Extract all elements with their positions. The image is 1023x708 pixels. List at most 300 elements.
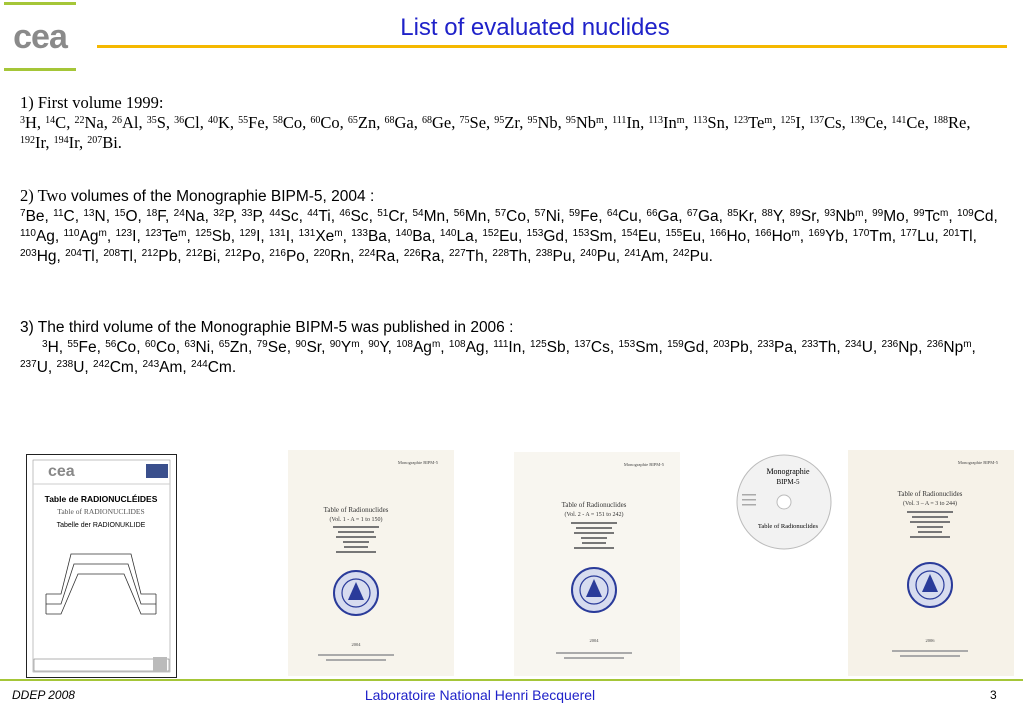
nuclide [241, 208, 260, 225]
nuclide [145, 339, 176, 356]
nuclide [494, 113, 519, 132]
nuclide [574, 339, 610, 356]
mass-number: 24 [173, 208, 185, 219]
mass-number: 108 [448, 339, 466, 350]
element-symbol: Mn [464, 208, 487, 225]
mass-number: 204 [65, 248, 82, 259]
mass-number: 236 [881, 339, 899, 350]
nuclide [646, 208, 678, 225]
element-symbol: F [157, 208, 166, 225]
nuclide [780, 113, 801, 132]
mass-number: 140 [439, 228, 457, 239]
section-third-volume [20, 318, 1005, 378]
nuclide [527, 113, 557, 132]
mass-number: 236 [926, 339, 944, 350]
vol1-series: Monographie BIPM-5 [397, 460, 438, 465]
nuclide [208, 113, 230, 132]
element-symbol: Tl [120, 248, 133, 265]
element-symbol: Ce [864, 113, 884, 132]
mass-number: 79 [256, 339, 268, 350]
mass-number: 44 [269, 208, 281, 219]
nuclide [295, 339, 321, 356]
mass-number: 65 [218, 339, 230, 350]
mass-number: 111 [493, 339, 509, 350]
element-symbol: Co [155, 339, 176, 356]
element-symbol: I [795, 113, 801, 132]
mass-number: 192 [20, 135, 35, 146]
mass-number: 46 [339, 208, 351, 219]
element-symbol: Cl [184, 113, 200, 132]
nuclide [621, 228, 657, 245]
vol2-year: 2004 [589, 638, 599, 643]
mass-number: 60 [310, 115, 321, 126]
nuclide [20, 248, 57, 265]
mass-number: 15 [114, 208, 126, 219]
element-symbol: Ag [79, 228, 99, 245]
mass-number: 212 [185, 248, 203, 259]
element-symbol: Cu [617, 208, 638, 225]
element-symbol: La [456, 228, 474, 245]
element-symbol: P [252, 208, 261, 225]
element-symbol: S [156, 113, 166, 132]
mass-number: 44 [307, 208, 319, 219]
element-symbol: Po [285, 248, 305, 265]
element-symbol: Ho [726, 228, 747, 245]
nuclide [142, 359, 182, 376]
metastable-flag: m [351, 339, 360, 350]
element-symbol: Cm [109, 359, 134, 376]
nuclide [802, 339, 837, 356]
element-symbol: Am [641, 248, 665, 265]
nuclide [624, 248, 664, 265]
mass-number: 57 [495, 208, 507, 219]
mass-number: 212 [225, 248, 242, 259]
mass-number: 95 [565, 115, 576, 126]
element-symbol: C [55, 113, 67, 132]
cea-logo [3, 4, 78, 70]
nuclide [310, 113, 339, 132]
mass-number: 129 [239, 228, 257, 239]
nuclide [845, 339, 873, 356]
nuclide [927, 339, 972, 356]
nuclide [850, 113, 883, 132]
nuclide [713, 339, 749, 356]
nuclide [239, 228, 260, 245]
metastable-flag: m [676, 115, 685, 126]
mass-number: 68 [422, 115, 433, 126]
mass-number: 216 [269, 248, 286, 259]
element-symbol: Ir [35, 133, 46, 152]
mass-number: 3 [20, 115, 25, 126]
bipm-seal [334, 571, 378, 615]
mass-number: 123 [733, 115, 749, 126]
nuclide [93, 359, 134, 376]
mass-number: 18 [146, 208, 158, 219]
mass-number: 67 [686, 208, 698, 219]
mass-number: 111 [612, 115, 627, 126]
vol2-title: Table of Radionuclides [561, 501, 627, 509]
nuclide [460, 113, 487, 132]
element-symbol: Sn [707, 113, 725, 132]
nuclide [569, 208, 598, 225]
nuclide [527, 228, 564, 245]
element-symbol: U [861, 339, 873, 356]
mass-number: 7 [20, 208, 26, 219]
mass-number: 154 [621, 228, 638, 239]
nuclide [238, 113, 265, 132]
mass-number: 155 [665, 228, 683, 239]
element-symbol: Ir [68, 133, 79, 152]
element-symbol: Hg [36, 248, 57, 265]
section2-heading-number: 2) Two [20, 186, 67, 205]
mass-number: 137 [809, 115, 825, 126]
element-symbol: U [36, 359, 48, 376]
mass-number: 203 [713, 339, 730, 350]
mass-number: 169 [808, 228, 826, 239]
element-symbol: Tc [924, 208, 941, 225]
nuclide [273, 113, 302, 132]
nuclide [667, 339, 704, 356]
mass-number: 141 [891, 115, 907, 126]
mass-number: 55 [67, 339, 79, 350]
volume-2-cover [514, 452, 680, 676]
bipm-seal [908, 563, 952, 607]
element-symbol: Pa [774, 339, 793, 356]
nuclide [757, 339, 793, 356]
cd-label-bipm: BIPM-5 [776, 478, 800, 486]
element-symbol: Rn [330, 248, 351, 265]
vol2-series: Monographie BIPM-5 [623, 462, 664, 467]
nuclide [808, 228, 844, 245]
nuclide [74, 113, 103, 132]
nuclide [957, 208, 994, 225]
element-symbol: In [626, 113, 641, 132]
mass-number: 113 [648, 115, 663, 126]
nuclide [385, 113, 414, 132]
element-symbol: Gd [683, 339, 705, 356]
element-symbol: Ni [195, 339, 211, 356]
element-symbol: Xe [315, 228, 335, 245]
element-symbol: Co [282, 113, 303, 132]
mass-number: 66 [646, 208, 658, 219]
element-symbol: Sm [635, 339, 659, 356]
nuclide [573, 228, 613, 245]
mass-number: 59 [569, 208, 581, 219]
element-symbol: Ga [697, 208, 719, 225]
element-symbol: Pu [596, 248, 616, 265]
nuclide [174, 208, 205, 225]
element-symbol: Sb [211, 228, 231, 245]
nuclide [580, 248, 616, 265]
element-symbol: Te [748, 113, 765, 132]
element-symbol: Tl [81, 248, 95, 265]
element-symbol: Th [818, 339, 837, 356]
section-two-volumes [20, 186, 1010, 267]
element-symbol: Ra [375, 248, 396, 265]
element-symbol: Ho [771, 228, 792, 245]
mass-number: 177 [900, 228, 918, 239]
element-symbol: Gd [543, 228, 565, 245]
element-symbol: Th [509, 248, 528, 265]
mass-number: 212 [141, 248, 159, 259]
nuclide [666, 228, 702, 245]
section-first-volume [20, 93, 1000, 153]
cover-title-de: Tabelle der RADIONUKLIDE [56, 522, 146, 529]
mass-number: 90 [295, 339, 307, 350]
element-symbol: Nb [537, 113, 558, 132]
nuclide [440, 228, 474, 245]
metastable-flag: m [178, 228, 187, 239]
mass-number: 123 [115, 228, 133, 239]
element-symbol: Ag [412, 339, 432, 356]
nuclide [64, 228, 107, 245]
nuclide [186, 248, 216, 265]
nuclide [103, 248, 133, 265]
vol1-year: 2004 [351, 642, 361, 647]
nuclide [492, 248, 527, 265]
mass-number: 152 [482, 228, 500, 239]
footer-rule [0, 679, 1023, 681]
mass-number: 113 [692, 115, 708, 126]
element-symbol: In [662, 113, 677, 132]
mass-number: 226 [403, 248, 421, 259]
nuclide [174, 113, 200, 132]
mass-number: 65 [347, 115, 358, 126]
mass-number: 35 [146, 115, 157, 126]
mass-number: 3 [42, 339, 48, 350]
mass-number: 240 [580, 248, 597, 259]
mass-number: 234 [845, 339, 862, 350]
nuclide [45, 113, 66, 132]
element-symbol: O [125, 208, 138, 225]
element-symbol: Nb [835, 208, 856, 225]
mass-number: 243 [142, 359, 160, 370]
element-symbol: Zn [357, 113, 377, 132]
element-symbol: Al [121, 113, 139, 132]
nuclide [112, 113, 139, 132]
mass-number: 244 [191, 359, 208, 370]
element-symbol: K [217, 113, 230, 132]
nuclide [146, 208, 165, 225]
element-symbol: Np [943, 339, 964, 356]
element-symbol: Sr [306, 339, 322, 356]
nuclide [87, 133, 118, 152]
nuclide [482, 228, 518, 245]
nuclide [20, 359, 48, 376]
mass-number: 233 [757, 339, 775, 350]
element-symbol: Cm [207, 359, 232, 376]
element-symbol: Mo [883, 208, 905, 225]
vol3-subtitle: (Vol. 3 – A = 3 to 244) [903, 501, 957, 507]
mass-number: 22 [74, 115, 85, 126]
mass-number: 139 [849, 115, 865, 126]
cd-label-monographie: Monographie [766, 467, 810, 476]
mass-number: 125 [195, 228, 212, 239]
nuclide [755, 228, 800, 245]
mass-number: 242 [672, 248, 690, 259]
element-symbol: P [224, 208, 233, 225]
element-symbol: Na [184, 208, 205, 225]
element-symbol: Ti [318, 208, 331, 225]
footer-event: DDEP 2008 [12, 688, 75, 702]
cd-label-title: Table of Radionuclides [757, 523, 819, 530]
element-symbol: Co [116, 339, 137, 356]
element-symbol: Tm [869, 228, 892, 245]
mass-number: 227 [448, 248, 466, 259]
element-symbol: Fe [248, 113, 265, 132]
section2-heading-text: volumes of the Monographie BIPM-5, 2004 : [66, 188, 375, 205]
nuclide [412, 208, 445, 225]
mass-number: 93 [824, 208, 836, 219]
mass-number: 110 [63, 228, 80, 239]
element-symbol: Se [469, 113, 487, 132]
mass-number: 36 [174, 115, 185, 126]
nuclide [396, 339, 440, 356]
metastable-flag: m [596, 115, 604, 126]
nuclide [257, 339, 287, 356]
mass-number: 85 [727, 208, 739, 219]
element-symbol: Se [267, 339, 287, 356]
section2-heading [20, 186, 1010, 207]
mass-number: 14 [45, 115, 56, 126]
nuclide [269, 248, 305, 265]
nuclide [673, 248, 709, 265]
mass-number: 110 [20, 228, 36, 239]
nuclide [348, 113, 376, 132]
mass-number: 170 [852, 228, 870, 239]
mass-number: 99 [872, 208, 884, 219]
element-symbol: Yb [825, 228, 845, 245]
nuclide [872, 208, 905, 225]
nuclide [824, 208, 863, 225]
mass-number: 228 [492, 248, 510, 259]
section3-nuclide-list: $^3$H, $^{55}$Fe, $^{56}$Co, $^{60}$Co, $^{63}$Ni, $^{65}$Zn, $^{79}$Se, $^{90}$Sr, $^{90}Y^m$, $^{90}$Y, $^{108}$Ag$^m$, $^{108}$Ag, $^{111}$In, $^{125}$Sb, $^{137}$Cs, $^{153}$Sm, $^{159}$Gd, $^{203}$Pb, $^{233}$Pa, $^{233}$Th, $^{234}$U, $^{236}$Np, $^{236}$Np$^m$, $^{237}$U, $^{238}$U, $^{242}$Cm, $^{243}$Am, $^{244}$Cm. [20, 339, 976, 376]
element-symbol: Y [379, 339, 388, 356]
element-symbol: Mn [423, 208, 446, 225]
metastable-flag: m [963, 339, 972, 350]
mass-number: 63 [184, 339, 196, 350]
element-symbol: H [47, 339, 59, 356]
element-symbol: Lu [917, 228, 935, 245]
element-symbol: Kr [738, 208, 754, 225]
mass-number: 188 [933, 115, 948, 126]
page-number: 3 [990, 688, 997, 702]
mass-number: 207 [87, 135, 103, 146]
element-symbol: Th [465, 248, 484, 265]
footer-lab-name: Laboratoire National Henri Becquerel [364, 687, 596, 703]
element-symbol: Eu [682, 228, 702, 245]
nuclide [20, 228, 55, 245]
mass-number: 123 [145, 228, 162, 239]
element-symbol: U [73, 359, 85, 376]
mass-number: 56 [105, 339, 117, 350]
mass-number: 241 [624, 248, 642, 259]
section2-nuclide-list: $^7$Be, $^{11}$C, $^{13}$N, $^{15}$O, $^{18}$F, $^{24}$Na, $^{32}$P, $^{33}$P, $^{44}$Sc, $^{44}$Ti, $^{46}$Sc, $^{51}$Cr, $^{54}$Mn, $^{56}$Mn, $^{57}$Co, $^{57}$Ni, $^{59}$Fe, $^{64}$Cu, $^{66}$Ga, $^{67}$Ga, $^{85}$Kr, $^{88}$Y, $^{89}$Sr, $^{93}$Nb$^m$, $^{99}$Mo, $^{99}$Tc$^m$, $^{109}$Cd, $^{110}$Ag, $^{110}$Ag$^m$, $^{123}$I, $^{123}$Te$^m$, $^{125}$Sb, $^{129}$I, $^{131}$I, $^{131}$Xe$^m$, $^{133}$Ba, $^{140}$Ba, $^{140}$La, $^{152}$Eu, $^{153}$Gd, $^{153}$Sm, $^{154}$Eu, $^{155}$Eu, $^{166}$Ho, $^{166}$Ho$^m$, $^{169}$Yb, $^{170}$Tm, $^{177}$Lu, $^{201}$Tl, $^{203}$Hg, $^{204}$Tl, $^{208}$Tl, $^{212}$Pb, $^{212}$Bi, $^{212}$Po, $^{216}$Po, $^{220}$Rn, $^{224}$Ra, $^{226}$Ra, $^{227}$Th, $^{228}$Th, $^{238}$Pu, $^{240}$Pu, $^{241}$Am, $^{242}$Pu. [20, 208, 998, 265]
mass-number: 201 [942, 228, 960, 239]
element-symbol: Y [772, 208, 782, 225]
element-symbol: Pu [689, 248, 709, 265]
element-symbol: Ba [367, 228, 387, 245]
nuclide [307, 208, 330, 225]
element-symbol: Ge [432, 113, 452, 132]
mass-number: 208 [103, 248, 121, 259]
nuclide [54, 133, 79, 152]
nuclide [191, 359, 232, 376]
vol1-subtitle: (Vol. 1 - A = 1 to 150) [329, 517, 383, 523]
section1-heading: 1) First volume 1999: [20, 93, 164, 112]
mass-number: 194 [53, 135, 69, 146]
nuclide [299, 228, 343, 245]
element-symbol: Ra [420, 248, 441, 265]
title-rule [97, 45, 1007, 48]
mass-number: 68 [384, 115, 395, 126]
nuclide [790, 208, 816, 225]
mass-number: 95 [527, 115, 538, 126]
nuclide [913, 208, 948, 225]
mass-number: 153 [526, 228, 544, 239]
mass-number: 203 [20, 248, 37, 259]
mass-number: 95 [494, 115, 505, 126]
nuclide [493, 339, 521, 356]
element-symbol: Ga [657, 208, 679, 225]
nuclide [530, 339, 566, 356]
element-symbol: Ba [412, 228, 432, 245]
mass-number: 166 [754, 228, 772, 239]
element-symbol: Eu [637, 228, 657, 245]
nuclide [20, 133, 45, 152]
mass-number: 109 [957, 208, 974, 219]
nuclide [566, 113, 604, 132]
volume-3-cover [848, 450, 1014, 676]
element-symbol: Zn [229, 339, 248, 356]
mass-number: 55 [238, 115, 249, 126]
nuclide [710, 228, 747, 245]
nuclide [145, 228, 186, 245]
element-symbol: C [63, 208, 75, 225]
mass-number: 140 [395, 228, 413, 239]
element-symbol: Co [320, 113, 340, 132]
nuclide [404, 248, 441, 265]
mass-number: 51 [377, 208, 389, 219]
mass-number: 159 [667, 339, 684, 350]
mass-number: 220 [313, 248, 331, 259]
element-symbol: Pb [158, 248, 178, 265]
element-symbol: H [25, 113, 37, 132]
nuclide [612, 113, 640, 132]
element-symbol: I [132, 228, 137, 245]
element-symbol: Sm [589, 228, 613, 245]
nuclide [142, 248, 178, 265]
mass-number: 90 [329, 339, 341, 350]
nuclide [114, 208, 137, 225]
vol1-title: Table of Radionuclides [323, 506, 389, 514]
mass-number: 26 [111, 115, 122, 126]
nuclide [184, 339, 210, 356]
element-symbol: Np [898, 339, 919, 356]
metastable-flag: m [855, 208, 864, 219]
nuclide [269, 228, 290, 245]
nuclide [454, 208, 487, 225]
mass-number: 133 [351, 228, 368, 239]
nuclide [727, 208, 753, 225]
mass-number: 64 [606, 208, 618, 219]
nuclide [57, 359, 85, 376]
mass-number: 75 [459, 115, 470, 126]
nuclide [536, 248, 572, 265]
nuclide [219, 339, 248, 356]
mass-number: 58 [272, 115, 283, 126]
nuclide [20, 113, 37, 132]
